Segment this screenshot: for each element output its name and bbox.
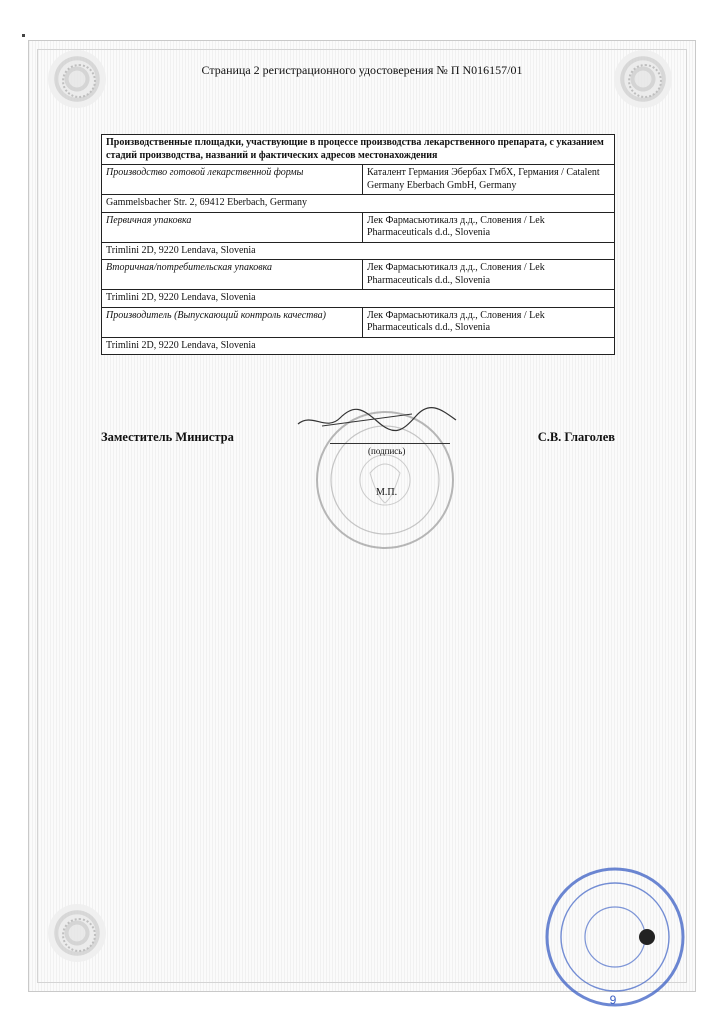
company-cell: Лек Фармасьютикалз д.д., Словения / Lek Pharmaceuticals d.d., Slovenia bbox=[363, 212, 615, 242]
signature-caption: (подпись) bbox=[368, 446, 406, 456]
stage-cell: Вторичная/потребительская упаковка bbox=[102, 260, 363, 290]
stamp-number: 9 bbox=[609, 993, 617, 1007]
table-row bbox=[102, 195, 615, 213]
company-stamp bbox=[540, 862, 690, 1012]
table-row bbox=[102, 212, 615, 242]
signature-row bbox=[101, 430, 615, 450]
stage-cell: Производство готовой лекарственной формы bbox=[102, 165, 363, 195]
corner-rosette-top-right bbox=[614, 50, 672, 108]
corner-rosette-bottom-left bbox=[48, 904, 106, 962]
seal-place-label: М.П. bbox=[376, 487, 398, 498]
table-row bbox=[102, 337, 615, 355]
table-row bbox=[102, 260, 615, 290]
address-cell: Trimlini 2D, 9220 Lendava, Slovenia bbox=[102, 242, 615, 260]
table-heading: Производственные площадки, участвующие в процессе производства лекарственного препарата, с указанием стадий производства, названий и фактических адресов местонахождения bbox=[102, 135, 615, 165]
address-cell: Gammelsbacher Str. 2, 69412 Eberbach, Germany bbox=[102, 195, 615, 213]
production-sites-table bbox=[101, 134, 615, 355]
company-cell: Лек Фармасьютикалз д.д., Словения / Lek Pharmaceuticals d.d., Slovenia bbox=[363, 260, 615, 290]
company-cell: Каталент Германия Эбербах ГмбХ, Германия / Catalent Germany Eberbach GmbH, Germany bbox=[363, 165, 615, 195]
address-cell: Trimlini 2D, 9220 Lendava, Slovenia bbox=[102, 337, 615, 355]
table-row bbox=[102, 307, 615, 337]
table-row bbox=[102, 242, 615, 260]
scan-speck bbox=[22, 34, 25, 37]
signer-position: Заместитель Министра bbox=[101, 430, 234, 444]
company-cell: Лек Фармасьютикалз д.д., Словения / Lek Pharmaceuticals d.d., Slovenia bbox=[363, 307, 615, 337]
stage-cell: Первичная упаковка bbox=[102, 212, 363, 242]
corner-rosette-top-left bbox=[48, 50, 106, 108]
address-cell: Trimlini 2D, 9220 Lendava, Slovenia bbox=[102, 290, 615, 308]
signer-name: С.В. Глаголев bbox=[537, 430, 615, 444]
table-row bbox=[102, 165, 615, 195]
page-title: Страница 2 регистрационного удостоверения № П N016157/01 bbox=[201, 63, 523, 77]
table-row bbox=[102, 290, 615, 308]
stage-cell: Производитель (Выпускающий контроль качества) bbox=[102, 307, 363, 337]
signature-line bbox=[330, 443, 450, 444]
